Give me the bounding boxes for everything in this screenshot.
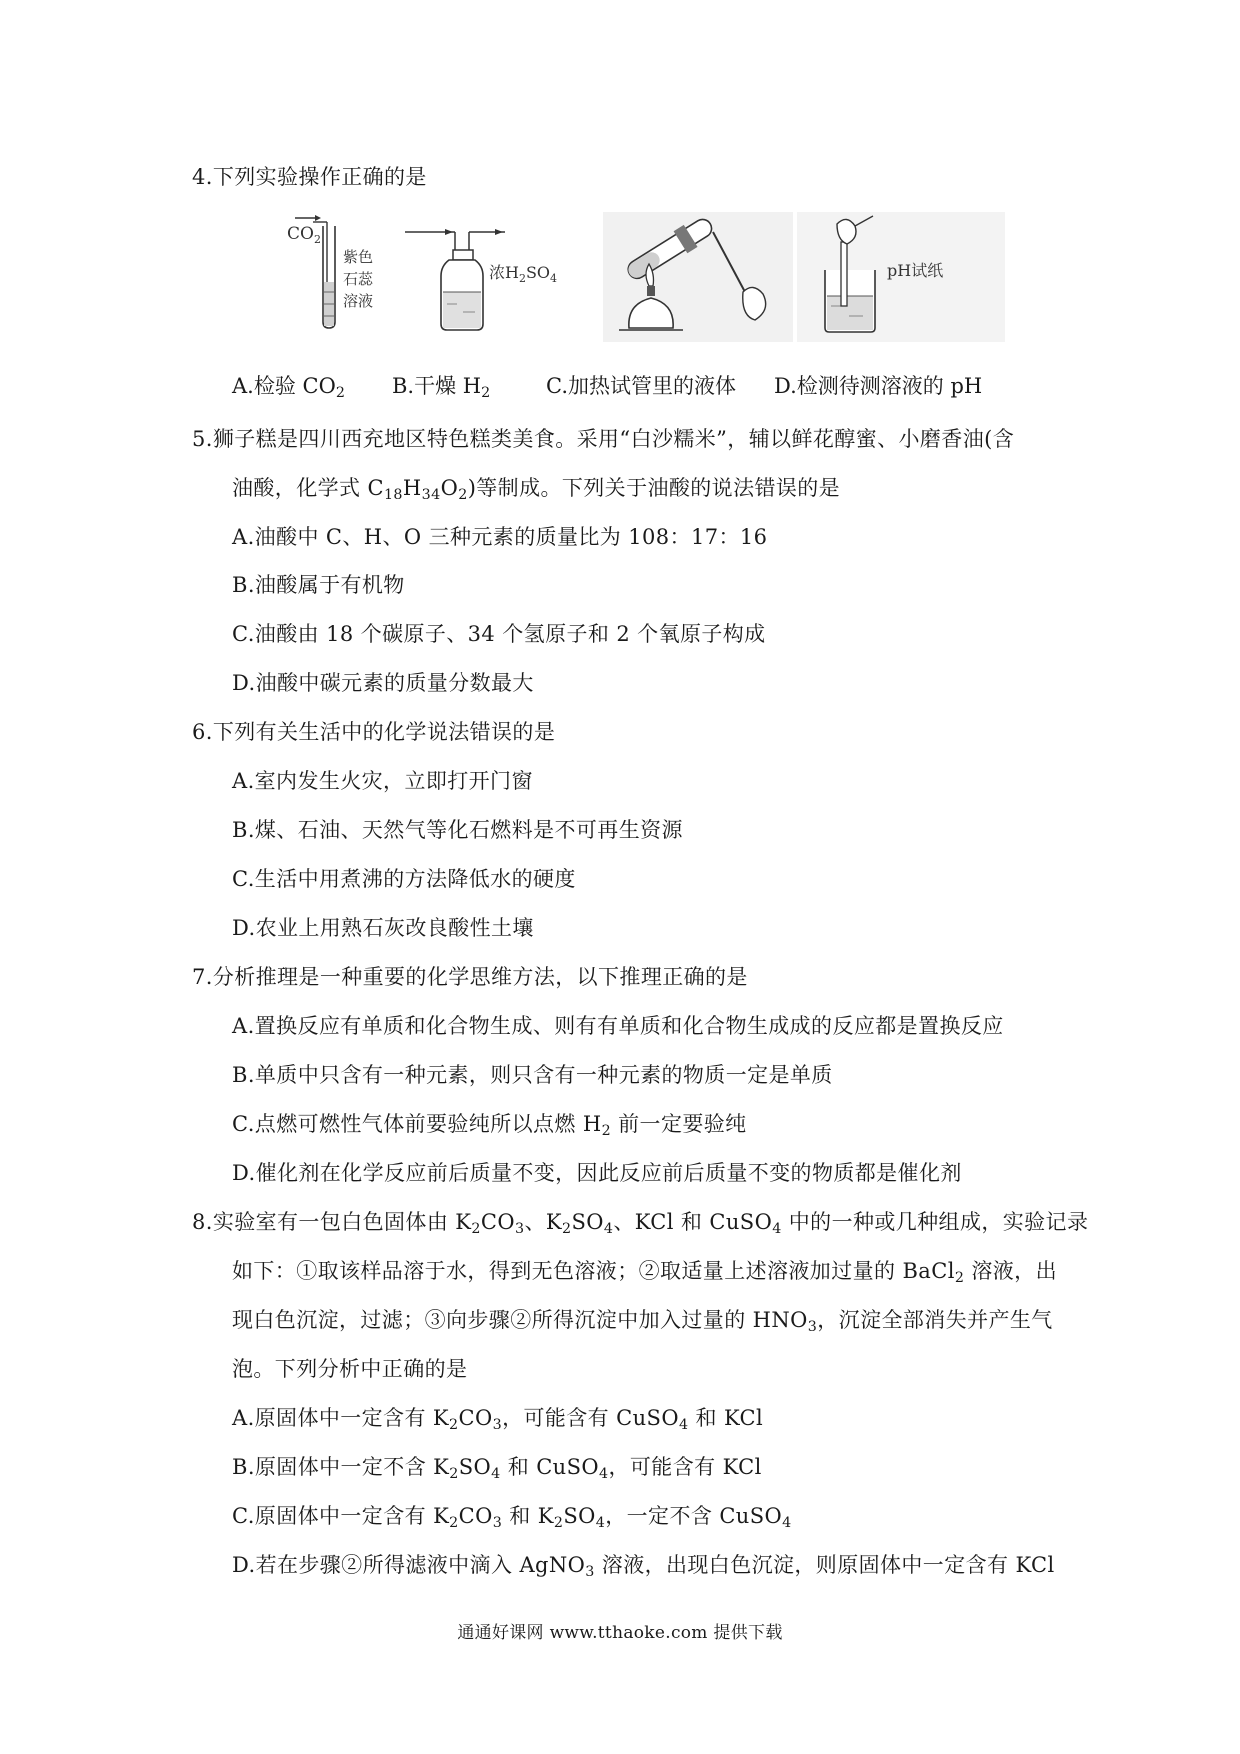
question-4-option-d: D.检测待测溶液的 pH	[774, 374, 983, 398]
question-8-option-b: B.原固体中一定不含 $K_2SO_4$ 和 CuSO$_4$，可能含有 KCl	[232, 1455, 762, 1482]
figure-d-paper-label: pH试纸	[887, 261, 944, 280]
question-5-option-c: C.油酸由 18 个碳原子、34 个氢原子和 2 个氧原子构成	[232, 622, 766, 646]
figure-a-co2-litmus	[285, 212, 405, 342]
question-7-stem: 7.分析推理是一种重要的化学思维方法，以下推理正确的是	[192, 965, 748, 989]
question-8-stem-line-1: 8.实验室有一包白色固体由 $K_2CO_3$、$K_2SO_4$、KCl 和 CuSO$_4$ 中的一种或几种组成，实验记录	[192, 1210, 1089, 1237]
question-4-option-a: A.检验 $CO_2$	[232, 374, 345, 401]
question-7-option-c: C.点燃可燃性气体前要验纯所以点燃 $H_2$ 前一定要验纯	[232, 1112, 747, 1139]
page-footer: 通通好课网 www.tthaoke.com 提供下载	[457, 1623, 783, 1643]
question-7-option-d: D.催化剂在化学反应前后质量不变，因此反应前后质量不变的物质都是催化剂	[232, 1161, 962, 1185]
question-6-option-b: B.煤、石油、天然气等化石燃料是不可再生资源	[232, 818, 683, 842]
question-4-option-b: B.干燥 $H_2$	[392, 374, 491, 401]
question-4-stem: 4.下列实验操作正确的是	[192, 165, 427, 189]
question-6-option-a: A.室内发生火灾，立即打开门窗	[232, 769, 533, 793]
question-5-stem-line-2: 油酸，化学式 $C_{18}H_{34}O_2$)等制成。下列关于油酸的说法错误的是	[232, 476, 841, 503]
figure-a-liquid-label-3: 溶液	[343, 292, 374, 310]
figure-b-drying-bottle	[405, 212, 595, 342]
question-5-option-a: A.油酸中 C、H、O 三种元素的质量比为 108：17：16	[232, 525, 768, 549]
figure-a-liquid-label-2: 石蕊	[343, 270, 374, 288]
question-7-option-b: B.单质中只含有一种元素，则只含有一种元素的物质一定是单质	[232, 1063, 833, 1087]
question-4-figures	[285, 212, 1005, 342]
figure-a-gas-label: $CO_2$	[287, 224, 321, 246]
question-8-option-a: A.原固体中一定含有 $K_2CO_3$，可能含有 CuSO$_4$ 和 KCl	[232, 1406, 764, 1433]
question-8-stem-line-2: 如下：①取该样品溶于水，得到无色溶液；②取适量上述溶液加过量的 BaCl$_2$ 溶液，出	[232, 1259, 1057, 1286]
question-8-option-c: C.原固体中一定含有 $K_2CO_3$ 和 $K_2SO_4$，一定不含 CuSO$_4$	[232, 1504, 792, 1531]
question-5-option-d: D.油酸中碳元素的质量分数最大	[232, 671, 534, 695]
figure-a-liquid-label-1: 紫色	[343, 248, 374, 266]
question-5-option-b: B.油酸属于有机物	[232, 573, 405, 597]
question-6-option-c: C.生活中用煮沸的方法降低水的硬度	[232, 867, 576, 891]
question-4-option-c: C.加热试管里的液体	[546, 374, 736, 398]
question-7-option-a: A.置换反应有单质和化合物生成、则有有单质和化合物生成成的反应都是置换反应	[232, 1014, 1004, 1038]
figure-b-acid-label: 浓$H_2SO_4$	[489, 263, 558, 285]
question-5-stem-line-1: 5.狮子糕是四川西充地区特色糕类美食。采用“白沙糯米”，辅以鲜花醇蜜、小磨香油(含	[192, 427, 1015, 451]
figure-c-heating-tube	[603, 212, 793, 342]
question-8-stem-line-4: 泡。下列分析中正确的是	[232, 1357, 468, 1381]
question-6-stem: 6.下列有关生活中的化学说法错误的是	[192, 720, 556, 744]
question-8-option-d: D.若在步骤②所得滤液中滴入 AgNO$_3$ 溶液，出现白色沉淀，则原固体中一定含有 KCl	[232, 1553, 1055, 1580]
question-8-stem-line-3: 现白色沉淀，过滤；③向步骤②所得沉淀中加入过量的 $HNO_3$，沉淀全部消失并产生气	[232, 1308, 1053, 1335]
figure-d-ph-paper	[797, 212, 1005, 342]
question-6-option-d: D.农业上用熟石灰改良酸性土壤	[232, 916, 534, 940]
